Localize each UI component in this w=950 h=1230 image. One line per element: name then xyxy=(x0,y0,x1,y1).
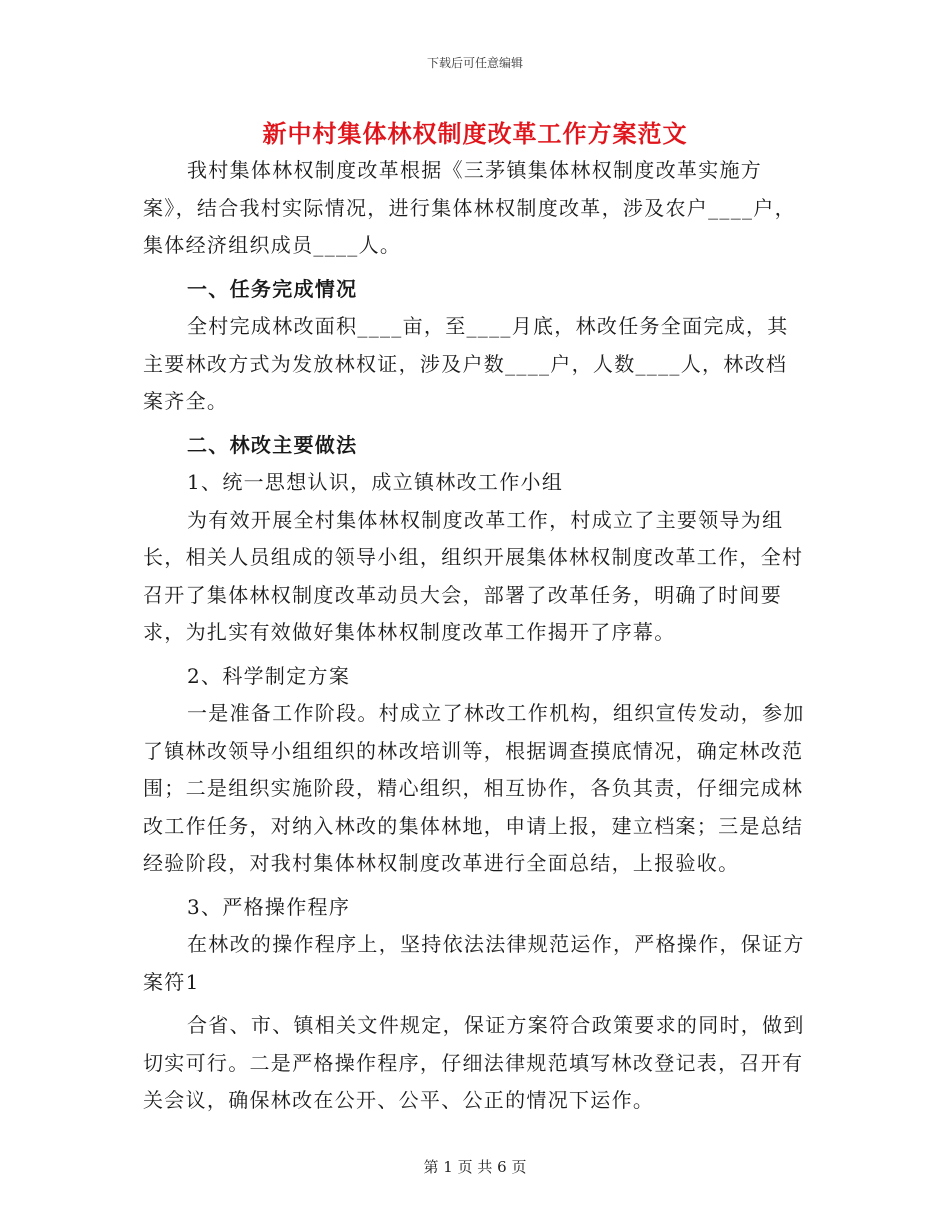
document-body xyxy=(143,152,807,1120)
page-number-footer: 第 1 页 共 6 页 xyxy=(423,1158,527,1176)
document-title: 新中村集体林权制度改革工作方案范文 xyxy=(262,119,688,148)
item-3-paragraph-continued: 合省、市、镇相关文件规定，保证方案符合政策要求的同时，做到切实可行。二是严格操作程序，仔细法律规范填写林改登记表，召开有关会议，确保林改在公开、公平、公正的情况下运作。 xyxy=(143,1013,805,1112)
item-1-paragraph: 为有效开展全村集体林权制度改革工作，村成立了主要领导为组长，相关人员组成的领导小组，组织开展集体林权制度改革工作，全村召开了集体林权制度改革动员大会，部署了改革任务，明确了时间要求，为扎实有效做好集体林权制度改革工作揭开了序幕。 xyxy=(143,507,804,644)
intro-paragraph: 我村集体林权制度改革根据《三茅镇集体林权制度改革实施方案》，结合我村实际情况，进行集体林权制度改革，涉及农户____户，集体经济组织成员____人。 xyxy=(143,158,796,257)
item-3-paragraph: 在林改的操作程序上，坚持依法法律规范运作，严格操作，保证方案符1 xyxy=(143,932,805,994)
section-2-heading: 二、林改主要做法 xyxy=(187,432,358,457)
item-2-heading: 2、科学制定方案 xyxy=(187,663,351,688)
item-1-heading: 1、统一思想认识，成立镇林改工作小组 xyxy=(187,470,564,494)
item-2-paragraph: 一是准备工作阶段。村成立了林改工作机构，组织宣传发动，参加了镇林改领导小组组织的林改培训等，根据调查摸底情况，确定林改范围；二是组织实施阶段，精心组织，相互协作，各负其责，仔细完成林改工作任务，对纳入林改的集体林地，申请上报，建立档案；三是总结经验阶段，对我村集体林权制度改革进行全面总结，上报验收。 xyxy=(143,701,805,875)
page-header-note: 下载后可任意编辑 xyxy=(426,56,523,70)
item-3-heading: 3、严格操作程序 xyxy=(187,894,351,919)
section-1-heading: 一、任务完成情况 xyxy=(187,276,358,301)
section-1-paragraph: 全村完成林改面积____亩，至____月底，林改任务全面完成，其主要林改方式为发放林权证，涉及户数____户，人数____人，林改档案齐全。 xyxy=(143,314,789,413)
